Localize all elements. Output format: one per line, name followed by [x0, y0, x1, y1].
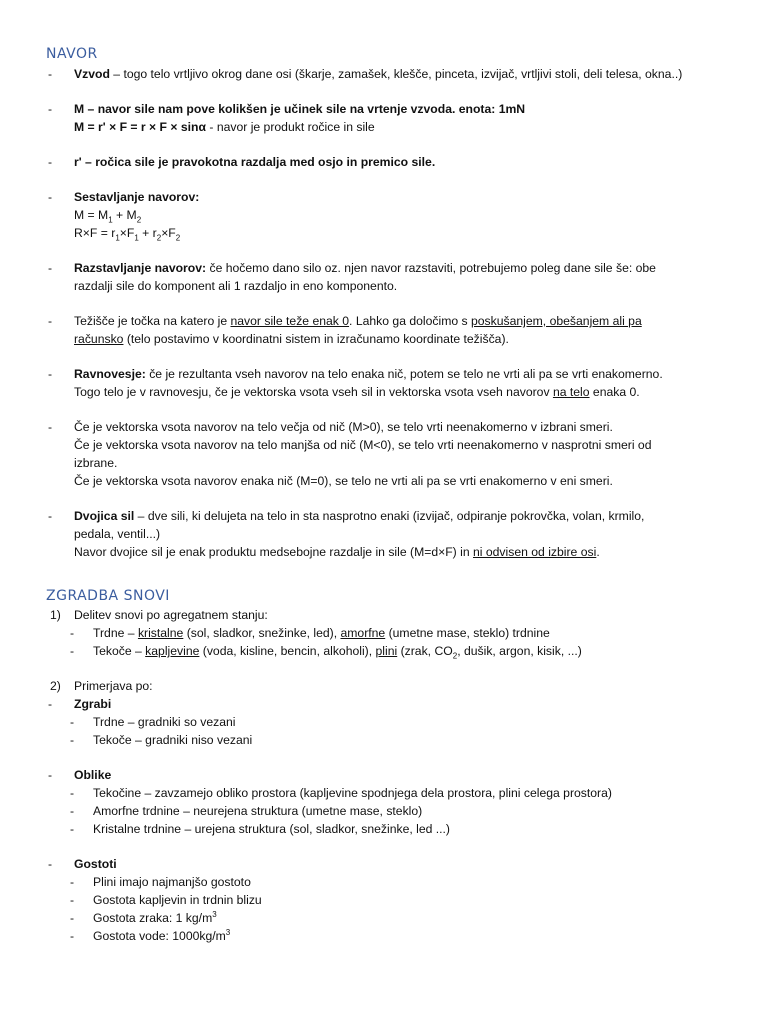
bullet-dash: - — [48, 314, 53, 328]
bullet-dash: - — [70, 626, 75, 640]
list-item-gostoti: - Gostoti — [48, 857, 117, 871]
dvojica-line-3: Navor dvojice sil je enak produktu medsebojne razdalje in sile (M=d×F) in ni odvisen od izbire osi. — [74, 545, 600, 559]
list-item-vzvod: - Vzvod – togo telo vrtljivo okrog dane osi (škarje, zamašek, klešče, pinceta, izvijač, vrtljivi stoli, deli telesa, okna..) — [48, 67, 683, 81]
tezisce-line-2: računsko (telo postavimo v koordinatni sistem in izračunamo koordinate težišča). — [74, 332, 509, 346]
numbered-item-1: 1) Delitev snovi po agregatnem stanju: — [50, 608, 268, 622]
sublist-item: - Gostota kapljevin in trdnin blizu — [70, 893, 262, 907]
bullet-dash: - — [70, 929, 75, 943]
bullet-dash: - — [48, 67, 53, 81]
bullet-dash: - — [70, 911, 75, 925]
bullet-dash: - — [48, 420, 53, 434]
vsota-line-3: izbrane. — [74, 456, 118, 470]
sestavljanje-formula-2: $R\times F = r_1\times F_1 + r_2\times F_2$ — [74, 226, 181, 243]
moment-formula: M = r' × F = r × F × sinα — [74, 120, 206, 134]
moment-formula-line — [0, 118, 768, 136]
bullet-dash: - — [48, 367, 53, 381]
sublist-item: - Plini imajo najmanjšo gostoto — [70, 875, 251, 889]
bullet-dash: - — [48, 155, 53, 169]
rocica-definition: r' – ročica sile je pravokotna razdalja med osjo in premico sile. — [74, 155, 436, 169]
sublist-item: - Trdne – gradniki so vezani — [70, 715, 236, 729]
bullet-dash: - — [48, 857, 53, 871]
sublist-item-trdne: - Trdne – kristalne (sol, sladkor, snežinke, led), amorfne (umetne mase, steklo) trdnine — [70, 626, 550, 640]
bullet-dash: - — [70, 875, 75, 889]
bullet-dash: - — [48, 768, 53, 782]
moment-definition: M – navor sile nam pove kolikšen je učinek sile na vrtenje vzvoda. enota: 1mN — [74, 102, 526, 116]
bullet-dash: - — [70, 644, 75, 658]
vsota-line-2: Če je vektorska vsota navorov na telo manjša od nič (M<0), se telo vrti neenakomerno v nasprotni smeri od — [74, 438, 652, 452]
bullet-dash: - — [48, 102, 53, 116]
bullet-dash: - — [70, 804, 75, 818]
sestavljanje-title: Sestavljanje navorov: — [74, 190, 200, 204]
list-number: 2) — [50, 679, 61, 693]
list-item-zgrabi: - Zgrabi — [48, 697, 112, 711]
sublist-item: - Gostota zraka: 1 $kg/m^3$ — [70, 909, 217, 925]
list-item-dvojica: - Dvojica sil – dve sili, ki delujeta na telo in sta nasprotno enaki (izvijač, odpiranje pokrovčka, volan, krmilo, — [48, 509, 645, 523]
list-item-sestavljanje — [0, 188, 768, 206]
bullet-dash: - — [70, 822, 75, 836]
list-item-oblike: - Oblike — [48, 768, 112, 782]
ravnovesje-line-2: Togo telo je v ravnovesju, če je vektorska vsota vseh sil in vektorska vsota vseh navorov na telo enaka 0. — [74, 385, 640, 399]
sublist-item: - Amorfne trdnine – neurejena struktura (umetne mase, steklo) — [70, 804, 423, 818]
list-item-moment — [0, 100, 768, 118]
list-item-razstavljanje: - Razstavljanje navorov: če hočemo dano silo oz. njen navor razstaviti, potrebujemo poleg dane sile še: obe — [48, 261, 656, 275]
bullet-dash: - — [48, 190, 53, 204]
bullet-dash: - — [70, 893, 75, 907]
sublist-item: - Tekoče – gradniki niso vezani — [70, 733, 253, 747]
vsota-line-4: Če je vektorska vsota navorov enaka nič (M=0), se telo ne vrti ali pa se vrti enakomerno v eni smeri. — [74, 474, 613, 488]
moment-formula-note: - navor je produkt ročice in sile — [205, 120, 375, 134]
sublist-item: - Tekočine – zavzamejo obliko prostora (kapljevine spodnjega dela prostora, plini celega prostora) — [70, 786, 612, 800]
bullet-dash: - — [48, 261, 53, 275]
sublist-item-tekoce: - Tekoče – kapljevine (voda, kisline, bencin, alkoholi), plini (zrak, $CO_2$, dušik, argon, kisik, ...) — [70, 644, 582, 661]
bullet-dash: - — [70, 715, 75, 729]
term-razstavljanje: Razstavljanje navorov: — [74, 261, 207, 275]
term-ravnovesje: Ravnovesje: — [74, 367, 146, 381]
list-item-vsota: - Če je vektorska vsota navorov na telo večja od nič (M>0), se telo vrti neenakomerno v izbrani smeri. — [48, 420, 613, 434]
bullet-dash: - — [48, 509, 53, 523]
list-item-ravnovesje: - Ravnovesje: če je rezultanta vseh navorov na telo enaka nič, potem se telo ne vrti ali pa se vrti enakomerno. — [48, 367, 663, 381]
numbered-item-2: 2) Primerjava po: — [50, 679, 153, 693]
sublist-item: - Kristalne trdnine – urejena struktura (sol, sladkor, snežinke, led ...) — [70, 822, 450, 836]
bullet-dash: - — [70, 733, 75, 747]
dvojica-line-2: pedala, ventil...) — [74, 527, 161, 541]
sublist-item: - Gostota vode: $1000kg/m^3$ — [70, 927, 231, 943]
section-heading-zgradba-snovi: ZGRADBA SNOVI — [46, 588, 170, 604]
list-item-rocica — [0, 153, 768, 171]
list-item-tezisce: - Težišče je točka na katero je navor sile teže enak 0. Lahko ga določimo s poskušanjem, obešanjem ali pa — [48, 314, 642, 328]
term-vzvod: Vzvod — [74, 67, 110, 81]
sestavljanje-formula-1: $M = M_1 + M_2$ — [74, 208, 142, 225]
term-dvojica: Dvojica sil — [74, 509, 135, 523]
bullet-dash: - — [70, 786, 75, 800]
section-heading-navor: NAVOR — [46, 46, 98, 62]
razstavljanje-line-2: razdalji sile do komponent ali 1 razdaljo in eno komponento. — [74, 279, 398, 293]
bullet-dash: - — [48, 697, 53, 711]
list-number: 1) — [50, 608, 61, 622]
